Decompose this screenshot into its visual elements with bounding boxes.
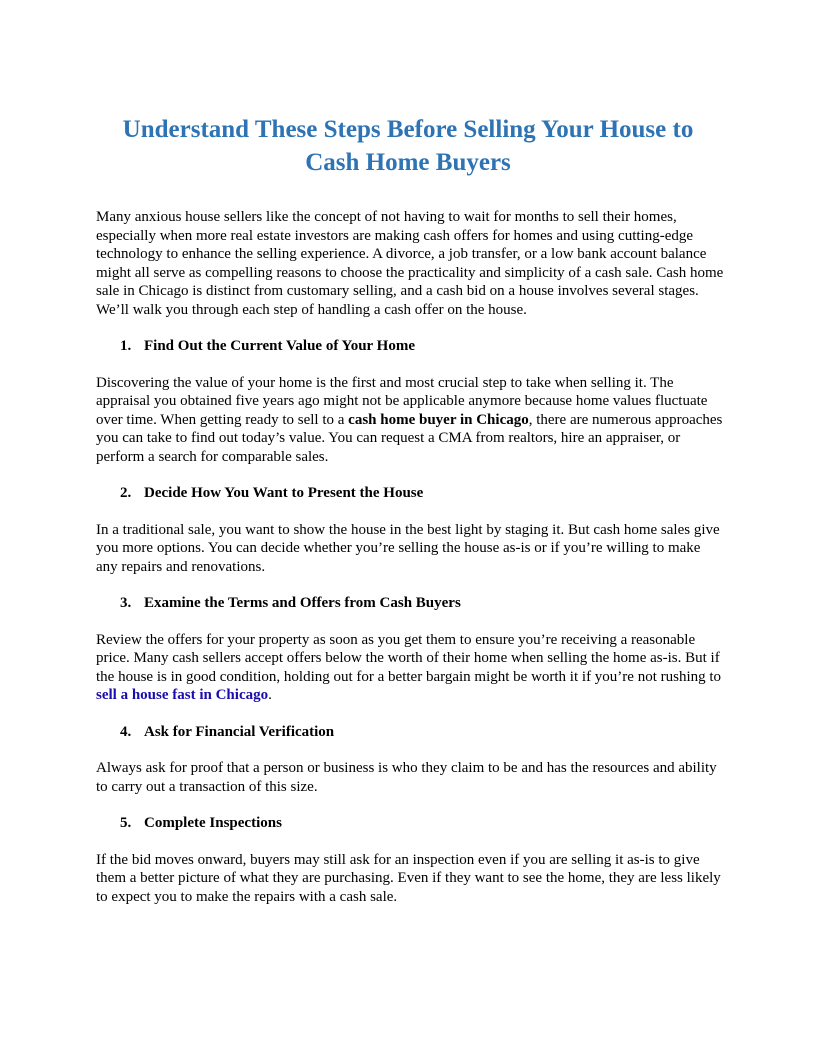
step-heading-text: Ask for Financial Verification	[144, 723, 335, 740]
step-heading-4	[96, 723, 724, 742]
step-heading-5	[96, 814, 724, 833]
step-paragraph-4: Always ask for proof that a person or business is who they claim to be and has the resources and ability to carry out a transaction of this size.	[96, 760, 717, 795]
step-paragraph-1	[96, 374, 724, 467]
paragraph-text: .	[268, 687, 272, 703]
step-heading-text: Complete Inspections	[144, 815, 282, 831]
step-paragraph-3	[96, 631, 724, 705]
bold-phrase: cash home buyer in Chicago	[348, 411, 529, 428]
step-heading-3	[96, 594, 724, 613]
page-title: Understand These Steps Before Selling Your House to Cash Home Buyers	[122, 116, 694, 176]
step-heading-text: Examine the Terms and Offers from Cash Buyers	[144, 595, 461, 611]
paragraph-text: Discovering the value of your home is the first and most crucial step to take when selling it. The appraisal you obtained five years ago might not be applicable anymore because home values fluctuate over time. When getting ready to sell to a	[96, 374, 708, 428]
step-heading-text: Decide How You Want to Present the House	[144, 485, 424, 501]
step-paragraph-2: In a traditional sale, you want to show the house in the best light by staging it. But cash home sales give you more options. You can decide whether you’re selling the house as-is or if you’re willing to make any repairs and renovations.	[96, 521, 720, 575]
article-body	[96, 208, 724, 924]
paragraph-text: , there are numerous approaches you can take to find out today’s value. You can request a CMA from realtors, hire an appraiser, or perform a search for comparable sales.	[96, 411, 723, 465]
paragraph-text: Review the offers for your property as soon as you get them to ensure you’re receiving a reasonable price. Many cash sellers accept offers below the worth of their home when selling the home as-is. But if the house is in good condition, holding out for a better bargain might be worth it if you’re not rushing to	[96, 631, 722, 685]
intro-paragraph: Many anxious house sellers like the concept of not having to wait for months to sell their homes, especially when more real estate investors are making cash offers for homes and using cutting-edge technology to enhance the selling experience. A divorce, a job transfer, or a low bank account balance might all serve as compelling reasons to choose the practicality and simplicity of a cash sale. Cash home sale in Chicago is distinct from customary selling, and a cash bid on a house involves several stages. We’ll walk you through each step of handling a cash offer on the house.	[96, 209, 724, 318]
step-paragraph-5: If the bid moves onward, buyers may still ask for an inspection even if you are selling it as-is to give them a better picture of what they are purchasing. Even if they want to see the home, they are less likely to expect you to make the repairs with a cash sale.	[96, 851, 721, 905]
step-number: 2.	[120, 485, 132, 501]
step-number: 5.	[120, 815, 132, 831]
step-number: 4.	[120, 723, 132, 740]
step-heading-2	[96, 484, 724, 503]
step-number: 3.	[120, 595, 132, 611]
step-heading-1	[96, 337, 724, 356]
step-number: 1.	[120, 338, 132, 354]
step-heading-text: Find Out the Current Value of Your Home	[144, 338, 415, 354]
sell-house-fast-link[interactable]: sell a house fast in Chicago	[96, 687, 269, 703]
